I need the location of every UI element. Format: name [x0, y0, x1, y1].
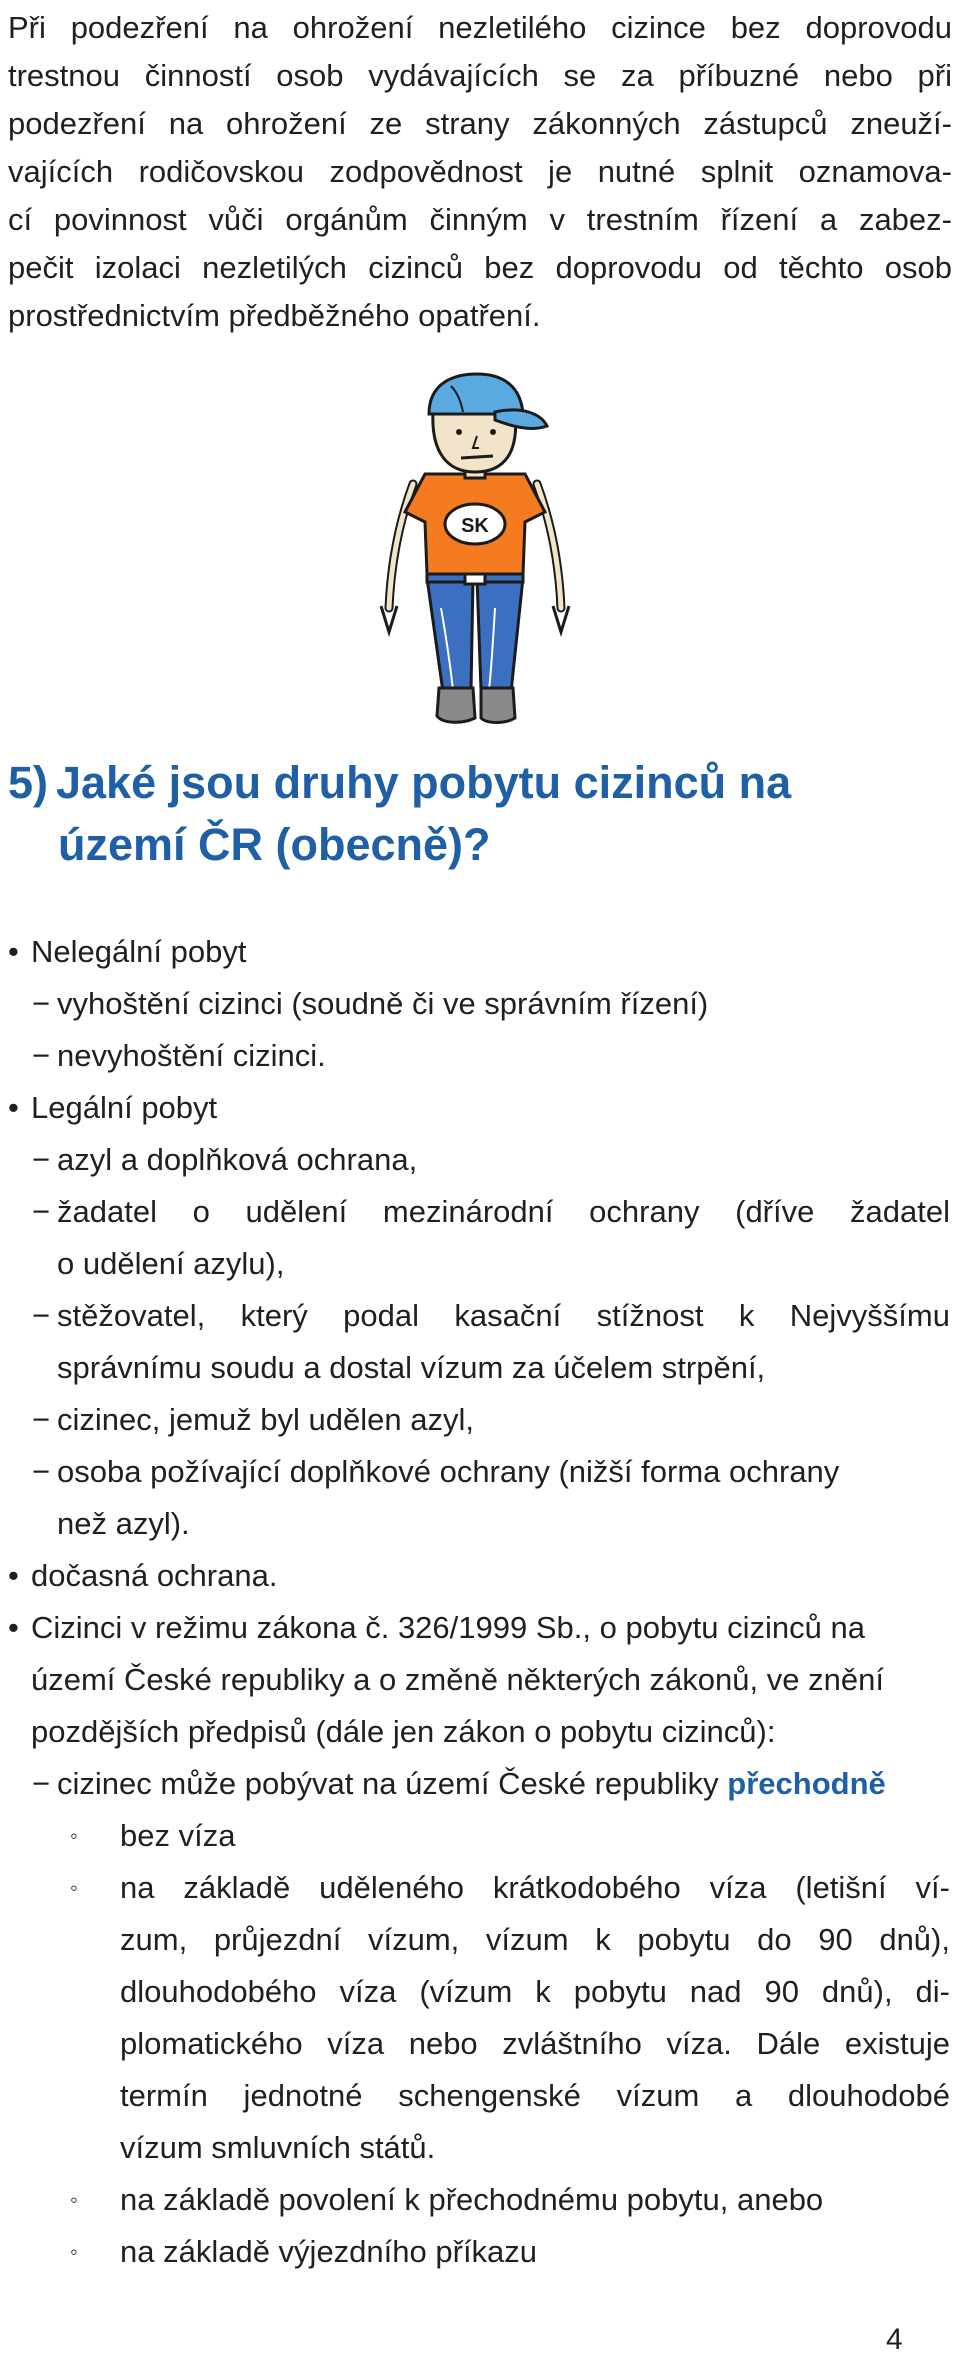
regime-line: Cizinci v režimu zákona č. 326/1999 Sb., o pobytu cizinců na [31, 1610, 866, 1645]
list-item [0, 926, 960, 978]
legal-stay-title: Legální pobyt [31, 1090, 218, 1125]
list-item [0, 978, 960, 1030]
list-item-text: o udělení azylu), [57, 1246, 285, 1281]
intro-paragraph [8, 4, 952, 340]
list-item [0, 1446, 960, 1498]
list-item-text: termín jednotné schengenské vízum a dlouhodobé [120, 2078, 950, 2113]
transit-stay-prefix: cizinec může pobývat na území České republiky [57, 1766, 719, 1801]
list-item-continuation [0, 1342, 960, 1394]
list-item [0, 1030, 960, 1082]
heading-line-2: území ČR (obecně)? [58, 819, 491, 870]
list-item [0, 1290, 960, 1342]
list-item-text: plomatického víza nebo zvláštního víza. Dále existuje [120, 2026, 950, 2061]
list-item-text: na základě výjezdního příkazu [120, 2234, 538, 2269]
dash-marker: − [32, 1402, 51, 1437]
boy-shirt [405, 474, 545, 574]
list-item-continuation [0, 2070, 960, 2122]
list-item [0, 1602, 960, 1654]
dash-marker: − [32, 1142, 51, 1177]
circle-marker: ◦ [70, 1823, 78, 1848]
circle-marker: ◦ [70, 2187, 78, 2212]
list-item-continuation [0, 1654, 960, 1706]
list-item-text: azyl a doplňková ochrana, [57, 1142, 418, 1177]
boy-shoes [437, 688, 515, 723]
list-item-text: na základě uděleného krátkodobého víza (letišní ví- [120, 1870, 950, 1905]
intro-line: cí povinnost vůči orgánům činným v trestním řízení a zabez- [8, 202, 952, 237]
intro-line: trestnou činností osob vydávajících se za příbuzné nebo při [8, 58, 952, 93]
list-item [0, 2226, 960, 2278]
list-item-text: správnímu soudu a dostal vízum za účelem strpění, [57, 1350, 766, 1385]
list-item [0, 1134, 960, 1186]
intro-line: prostřednictvím předběžného opatření. [8, 298, 541, 333]
regime-line: území České republiky a o změně některých zákonů, ve znění [31, 1662, 884, 1697]
list-item-text: dlouhodobého víza (vízum k pobytu nad 90 dnů), di- [120, 1974, 950, 2009]
list-item-text: osoba požívající doplňkové ochrany (nižší forma ochrany [57, 1454, 840, 1489]
list-item-continuation [0, 1966, 960, 2018]
list-item [0, 1186, 960, 1238]
dash-marker: − [32, 1194, 51, 1229]
list-item-continuation [0, 1238, 960, 1290]
circle-marker: ◦ [70, 2239, 78, 2264]
circle-marker: ◦ [70, 1875, 78, 1900]
dash-marker: − [32, 1454, 51, 1489]
boy-legs [427, 578, 523, 692]
intro-line: vajících rodičovskou zodpovědnost je nutné splnit oznamova- [8, 154, 952, 189]
regime-line: pozdějších předpisů (dále jen zákon o pobytu cizinců): [31, 1714, 776, 1749]
list-item-continuation [0, 1498, 960, 1550]
list-item-text: žadatel o udělení mezinárodní ochrany (dříve žadatel [57, 1194, 950, 1229]
list-item-continuation [0, 2018, 960, 2070]
bullet-marker: • [8, 1610, 19, 1645]
list-item-text: vízum smluvních států. [120, 2130, 436, 2165]
list-item [0, 1082, 960, 1134]
list-item [0, 2174, 960, 2226]
section-heading [8, 752, 948, 876]
list-item [0, 1758, 960, 1810]
stay-types-list [0, 926, 960, 2278]
page-number: 4 [886, 2323, 903, 2356]
list-item-text: cizinec, jemuž byl udělen azyl, [57, 1402, 474, 1437]
section-number: 5) [8, 757, 49, 808]
list-item [0, 1550, 960, 1602]
temporary-protection: dočasná ochrana. [31, 1558, 278, 1593]
boy-illustration [355, 372, 595, 744]
heading-line-1: Jaké jsou druhy pobytu cizinců na [56, 757, 792, 808]
list-item-continuation [0, 1914, 960, 1966]
list-item-text [57, 1758, 886, 1810]
list-item-text: zum, průjezdní vízum, vízum k pobytu do 90 dnů), [120, 1922, 950, 1957]
list-item-text: než azyl). [57, 1506, 190, 1541]
intro-line: podezření na ohrožení ze strany zákonných zástupců zneuží- [8, 106, 952, 141]
illegal-stay-title: Nelegální pobyt [31, 934, 247, 969]
transit-stay-emphasis: přechodně [727, 1766, 886, 1801]
shirt-logo: SK [461, 515, 489, 537]
intro-line: Při podezření na ohrožení nezletilého cizince bez doprovodu [8, 10, 952, 45]
list-item-text: stěžovatel, který podal kasační stížnost k Nejvyššímu [57, 1298, 950, 1333]
intro-line: pečit izolaci nezletilých cizinců bez doprovodu od těchto osob [8, 250, 952, 285]
list-item-continuation [0, 2122, 960, 2174]
dash-marker: − [32, 1038, 51, 1073]
list-item-text: vyhoštění cizinci (soudně či ve správním řízení) [57, 986, 709, 1021]
list-item-continuation [0, 1706, 960, 1758]
dash-marker: − [32, 1766, 51, 1801]
list-item-text: nevyhoštění cizinci. [57, 1038, 326, 1073]
bullet-marker: • [8, 1090, 19, 1125]
list-item-text: bez víza [120, 1818, 236, 1853]
bullet-marker: • [8, 934, 19, 969]
dash-marker: − [32, 986, 51, 1021]
list-item-text: na základě povolení k přechodnému pobytu, anebo [120, 2182, 824, 2217]
dash-marker: − [32, 1298, 51, 1333]
list-item [0, 1862, 960, 1914]
bullet-marker: • [8, 1558, 19, 1593]
list-item [0, 1394, 960, 1446]
list-item [0, 1810, 960, 1862]
